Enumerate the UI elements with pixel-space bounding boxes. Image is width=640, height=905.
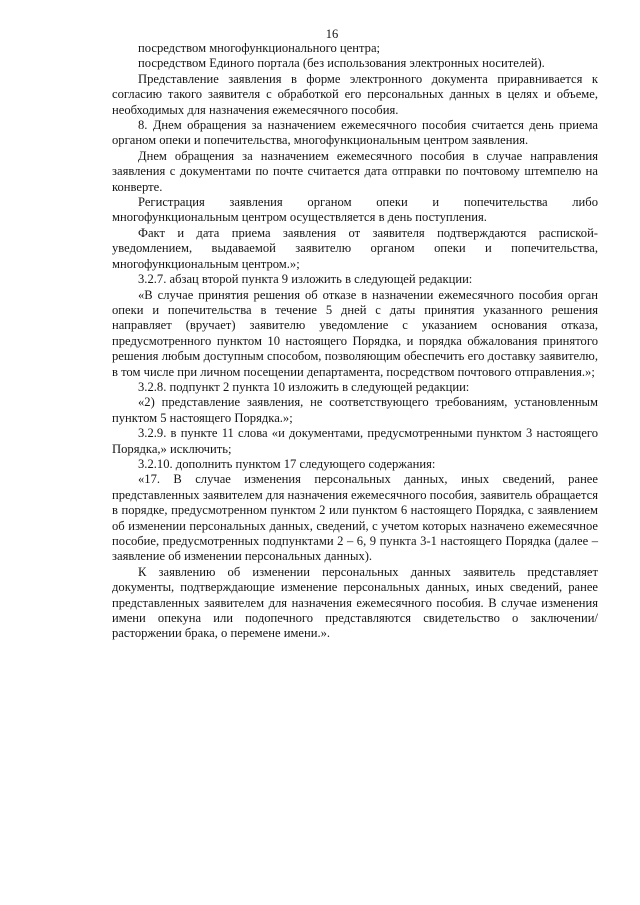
paragraph: «В случае принятия решения об отказе в назначении ежемесячного пособия орган опеки и попечительства в течение 5 дней с даты принятия указанного решения направляет (вручает) заявителю уведомление с указанием основания отказа, предусмотренного пунктом 10 настоящего Порядка, и порядка обжалования принятого решения любым доступным способом, позволяющим обеспечить его доставку заявителю, в том числе при личном посещении департамента, посредством почтового отправления.»; [112, 287, 598, 379]
paragraph: 3.2.10. дополнить пунктом 17 следующего содержания: [138, 456, 436, 471]
paragraph: 3.2.7. абзац второй пункта 9 изложить в следующей редакции: [138, 272, 473, 287]
page-number: 16 [325, 27, 339, 41]
paragraph: «17. В случае изменения персональных данных, иных сведений, ранее представленных заявителем для назначения ежемесячного пособия, заявитель обращается в порядке, предусмотренном пунктом 2 или пунктом 6 настоящего Порядка, с заявлением об изменении персональных данных, сведений, с учетом которых назначено ежемесячное пособие, предусмотренных подпунктами 2 – 6, 9 пункта 3-1 настоящего Порядка (далее – заявление об изменении персональных данных). [112, 472, 598, 564]
paragraph: Факт и дата приема заявления от заявителя подтверждаются распиской-уведомлением, выдаваемой заявителю органом опеки и попечительства, многофункциональным центром.»; [112, 225, 598, 271]
paragraph: 3.2.8. подпункт 2 пункта 10 изложить в следующей редакции: [138, 379, 470, 394]
paragraph: Днем обращения за назначением ежемесячного пособия в случае направления заявления с документами по почте считается дата отправки по почтовому штемпелю на конверте. [112, 148, 598, 194]
paragraph: Представление заявления в форме электронного документа приравнивается к согласию такого заявителя с обработкой его персональных данных в целях и объеме, необходимых для назначения ежемесячного пособия. [112, 71, 598, 117]
paragraph: 8. Днем обращения за назначением ежемесячного пособия считается день приема органом опеки и попечительства, многофункциональным центром заявления. [112, 118, 598, 148]
paragraph: К заявлению об изменении персональных данных заявитель представляет документы, подтверждающие изменение персональных данных, иных сведений, ранее представленных заявителем для назначения ежемесячного пособия. В случае изменения имени опекуна или подопечного представляются свидетельство о заключении/расторжении брака, о перемене имени.». [112, 564, 598, 641]
paragraph: 3.2.9. в пункте 11 слова «и документами, предусмотренными пунктом 3 настоящего Порядка,» исключить; [112, 426, 598, 456]
paragraph: посредством многофункционального центра; [138, 41, 381, 55]
document-body [112, 41, 598, 642]
paragraph: посредством Единого портала (без использования электронных носителей). [138, 56, 545, 71]
paragraph: Регистрация заявления органом опеки и попечительства либо многофункциональным центром осуществляется в день поступления. [112, 195, 598, 225]
paragraph: «2) представление заявления, не соответствующего требованиям, установленным пунктом 5 настоящего Порядка.»; [112, 395, 598, 425]
